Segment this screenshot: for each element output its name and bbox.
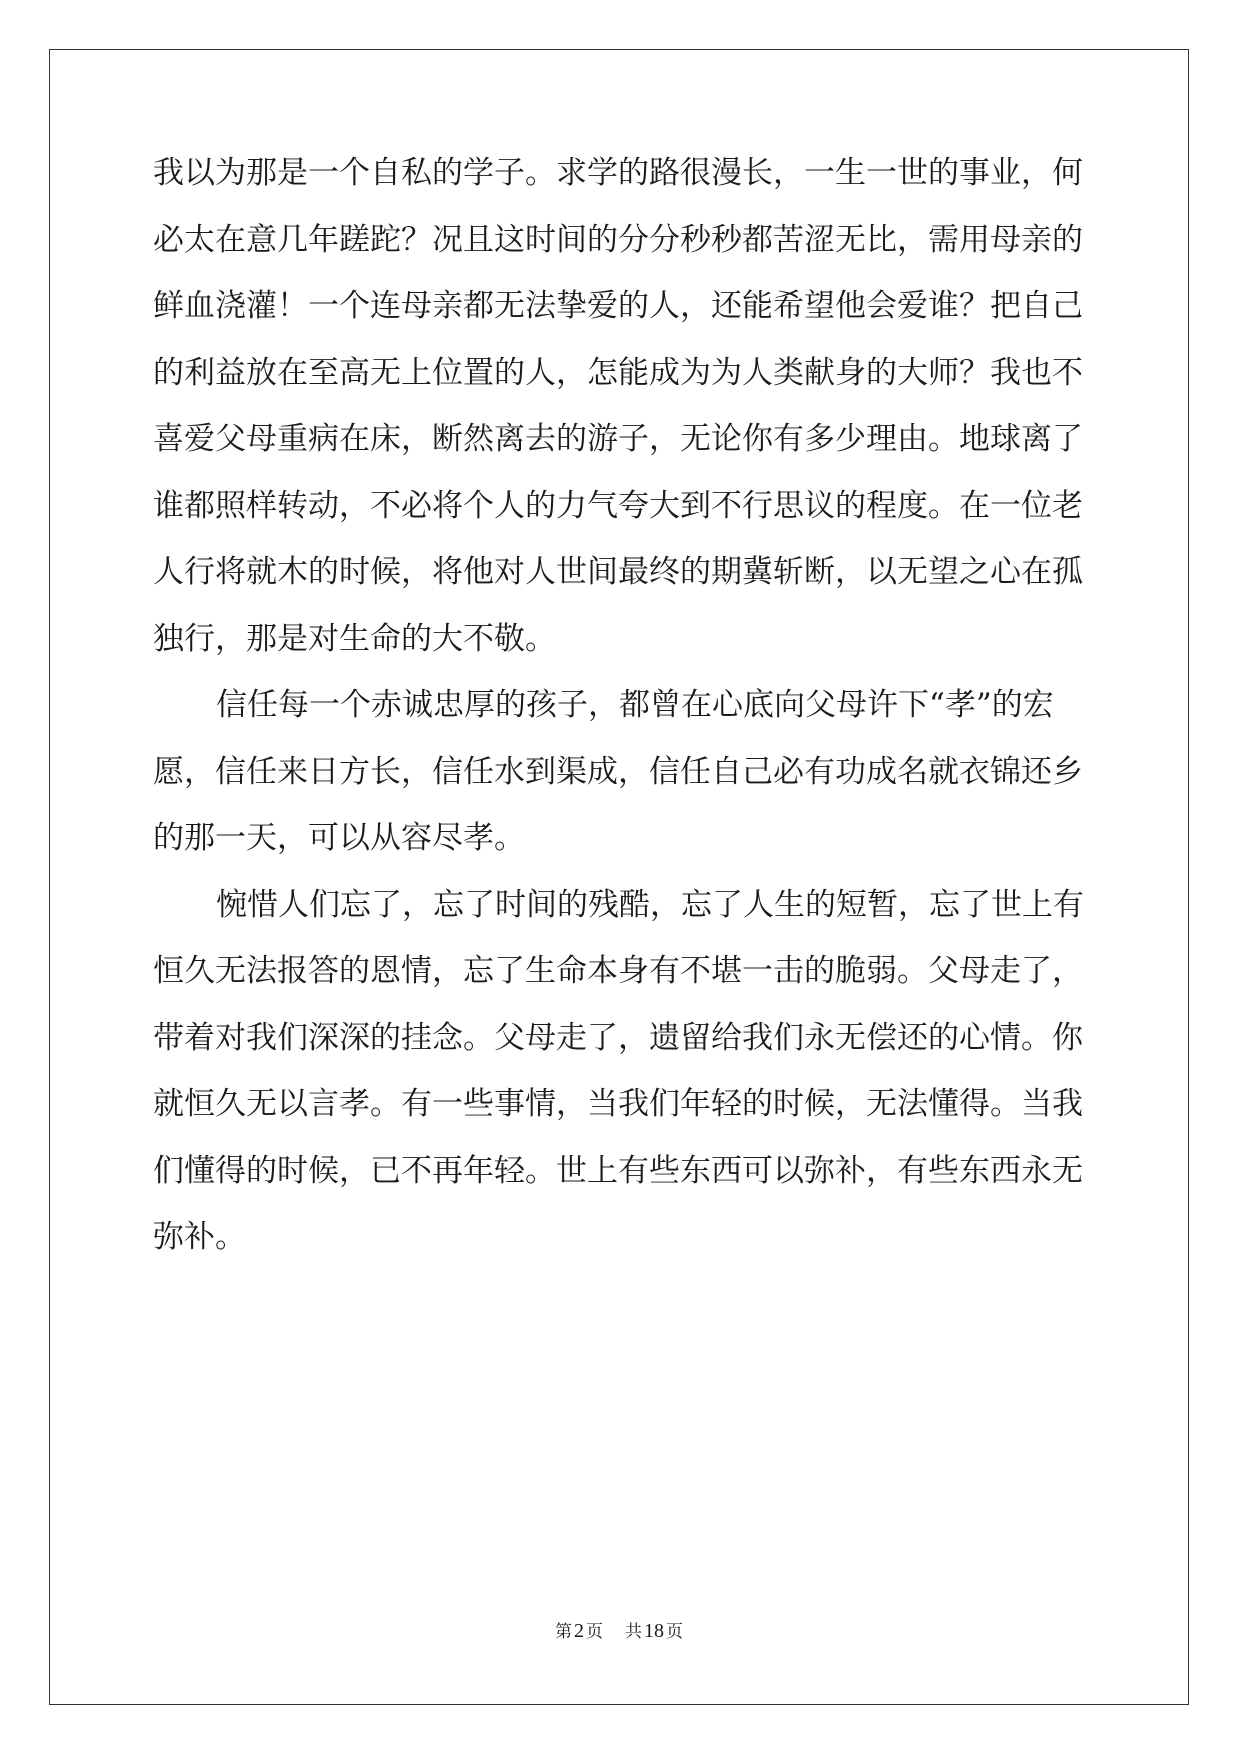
paragraph-1-line: 谁都照样转动，不必将个人的力气夸大到不行思议的程度。在一位老	[153, 488, 1083, 524]
paragraph-3-line: 弥补。	[153, 1219, 246, 1255]
total-pages: 18	[644, 1620, 664, 1642]
paragraph-3-line: 带着对我们深深的挂念。父母走了，遗留给我们永无偿还的心情。你	[153, 1020, 1083, 1056]
paragraph-1-line: 的利益放在至高无上位置的人，怎能成为为人类献身的大师？我也不	[153, 355, 1083, 391]
paragraph-1-line: 鲜血浇灌！一个连母亲都无法挚爱的人，还能希望他会爱谁？把自己	[153, 288, 1083, 324]
paragraph-2-line: 愿，信任来日方长，信任水到渠成，信任自己必有功成名就衣锦还乡	[153, 754, 1083, 790]
paragraph-1-line: 人行将就木的时候，将他对人世间最终的期冀斩断，以无望之心在孤	[153, 554, 1083, 590]
paragraph-3-line: 就恒久无以言孝。有一些事情，当我们年轻的时候，无法懂得。当我	[153, 1086, 1083, 1122]
paragraph-1-line: 喜爱父母重病在床，断然离去的游子，无论你有多少理由。地球离了	[153, 421, 1083, 457]
paragraph-2-line: 信任每一个赤诚忠厚的孩子，都曾在心底向父母许下“孝”的宏	[216, 687, 1054, 723]
paragraph-1-line: 必太在意几年蹉跎？况且这时间的分分秒秒都苦涩无比，需用母亲的	[153, 222, 1083, 258]
paragraph-3-line: 们懂得的时候，已不再年轻。世上有些东西可以弥补，有些东西永无	[153, 1153, 1083, 1189]
document-body	[50, 50, 1188, 1704]
page-prefix: 第	[555, 1622, 572, 1642]
page-footer	[50, 1617, 1188, 1643]
paragraph-3-line: 恒久无法报答的恩情，忘了生命本身有不堪一击的脆弱。父母走了，	[153, 953, 1083, 989]
page-frame	[49, 49, 1189, 1705]
paragraph-3-line: 惋惜人们忘了，忘了时间的残酷，忘了人生的短暂，忘了世上有	[216, 887, 1084, 923]
total-suffix: 页	[666, 1622, 683, 1642]
total-prefix: 共	[625, 1622, 642, 1642]
paragraph-1-line: 独行，那是对生命的大不敬。	[153, 621, 556, 657]
page-number: 2	[574, 1620, 584, 1642]
page-suffix: 页	[586, 1622, 603, 1642]
paragraph-1-line: 我以为那是一个自私的学子。求学的路很漫长，一生一世的事业，何	[153, 155, 1083, 191]
paragraph-2-line: 的那一天，可以从容尽孝。	[153, 820, 525, 856]
